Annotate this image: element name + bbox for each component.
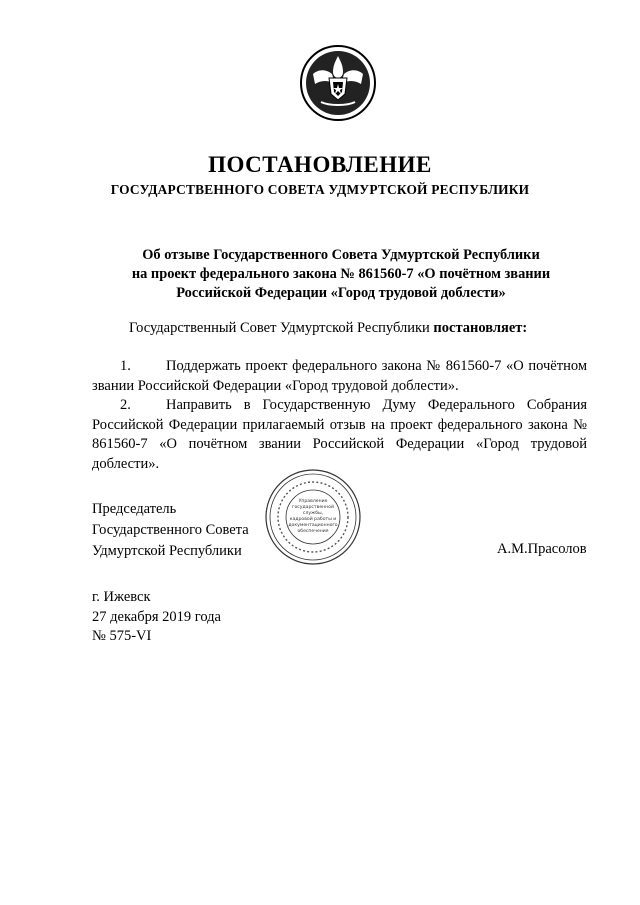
document-number: № 575-VI	[92, 628, 152, 644]
svg-text:Управление: Управление	[298, 499, 328, 504]
svg-text:кадровой работы и: кадровой работы и	[289, 517, 337, 522]
item-number: 2.	[120, 397, 131, 413]
intro-resolution-verb: постановляет:	[433, 320, 528, 336]
signatory-position	[92, 499, 249, 562]
subject-line: Об отзыве Государственного Совета Удмуртской Республики	[142, 247, 540, 263]
svg-text:документационного: документационного	[288, 523, 338, 528]
intro-paragraph	[129, 320, 527, 337]
official-stamp	[263, 467, 363, 567]
document-title: ПОСТАНОВЛЕНИЕ	[208, 152, 432, 177]
coat-of-arms-emblem	[299, 44, 377, 122]
item-text: Поддержать проект федерального закона № 861560-7 «О почётном звании Российской Федерации «Город трудовой доблести».	[92, 358, 587, 394]
stamp-inner-text	[288, 498, 337, 534]
document-subtitle: ГОСУДАРСТВЕННОГО СОВЕТА УДМУРТСКОЙ РЕСПУБЛИКИ	[110, 182, 530, 197]
signatory-line: Председатель	[92, 501, 177, 517]
signatory-line: Удмуртской Республики	[92, 543, 242, 559]
signatory-line: Государственного Совета	[92, 522, 249, 538]
item-number: 1.	[120, 358, 131, 374]
document-subject	[120, 246, 562, 303]
svg-text:обеспечения: обеспечения	[297, 529, 329, 534]
document-date: 27 декабря 2019 года	[92, 608, 221, 625]
item-text: Направить в Государственную Думу Федерального Собрания Российской Федерации прилагаемый отзыв на проект федерального закона № 861560-7 «О почётном звании Российской Федерации «Город трудовой доблести».	[92, 397, 587, 472]
document-city: г. Ижевск	[92, 589, 151, 605]
list-item	[92, 357, 587, 396]
svg-text:службы,: службы,	[302, 511, 324, 516]
list-item	[92, 396, 587, 474]
resolution-items	[92, 357, 587, 474]
subject-line: на проект федерального закона № 861560-7 «О почётном звании	[131, 266, 551, 282]
signer-name: А.М.Прасолов	[497, 541, 587, 557]
document-footer	[92, 588, 221, 647]
subject-line: Российской Федерации «Город трудовой доблести»	[176, 285, 506, 301]
intro-text: Государственный Совет Удмуртской Республики	[129, 320, 434, 336]
svg-text:государственной: государственной	[292, 505, 334, 510]
